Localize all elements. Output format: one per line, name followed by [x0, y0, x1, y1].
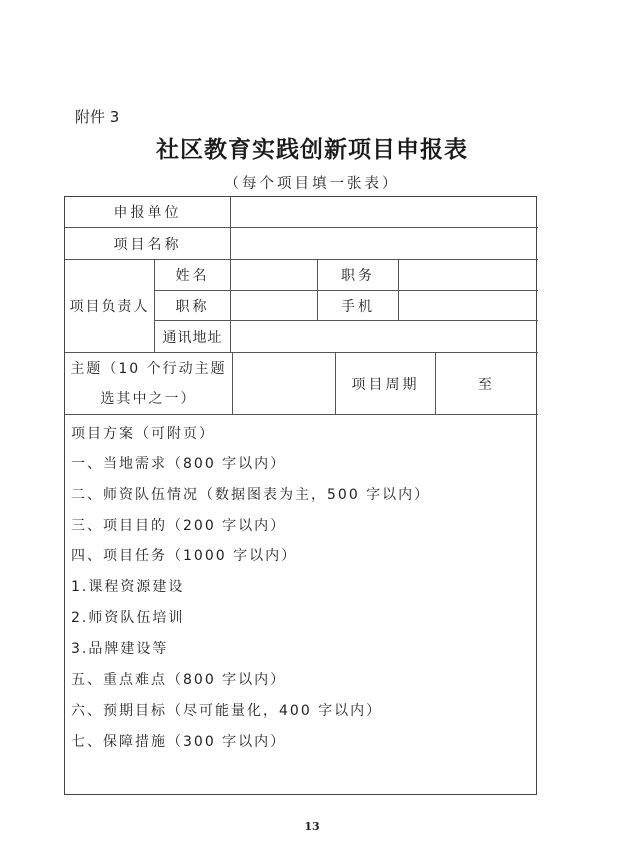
plan-item: 四、项目任务（1000 字以内）: [71, 548, 298, 564]
plan-heading: 项目方案（可附页）: [71, 426, 215, 442]
leader-phone-label: 手机: [341, 298, 375, 315]
theme-label: [65, 353, 232, 414]
plan-item: 五、重点难点（800 字以内）: [71, 672, 287, 688]
project-period-field[interactable]: 至: [478, 376, 495, 393]
applicant-unit-label: 申报单位: [113, 205, 182, 221]
project-period-label: 项目周期: [351, 376, 420, 393]
leader-title-field[interactable]: [231, 291, 317, 320]
theme-label-line1: 主题（10 个行动主题: [70, 360, 227, 377]
theme-label-line2: 选其中之一）: [100, 390, 197, 407]
plan-item: 三、项目目的（200 字以内）: [71, 518, 287, 534]
plan-item: 七、保障措施（300 字以内）: [71, 734, 287, 750]
leader-name-label: 姓名: [175, 268, 210, 284]
form-subtitle: （每个项目填一张表）: [224, 176, 400, 192]
leader-address-field[interactable]: [231, 321, 537, 352]
plan-item: 六、预期目标（尽可能量化，400 字以内）: [71, 703, 383, 719]
page-number: 13: [304, 820, 320, 833]
leader-label: 项目负责人: [69, 299, 150, 315]
leader-title-label: 职称: [175, 298, 210, 315]
leader-address-label: 通讯地址: [162, 329, 223, 346]
plan-item: 3.品牌建设等: [71, 641, 169, 657]
plan-item: 一、当地需求（800 字以内）: [71, 456, 287, 472]
plan-item: 二、师资队伍情况（数据图表为主，500 字以内）: [71, 487, 431, 503]
project-plan-section[interactable]: [65, 415, 536, 794]
plan-item: 2.师资队伍培训: [71, 610, 185, 626]
plan-item: 1.课程资源建设: [71, 579, 185, 595]
leader-phone-field[interactable]: [399, 291, 537, 320]
leader-position-label: 职务: [341, 268, 375, 284]
leader-name-field[interactable]: [231, 260, 317, 290]
attachment-label: 附件 3: [75, 108, 120, 126]
leader-position-field[interactable]: [399, 260, 537, 290]
project-name-label: 项目名称: [113, 236, 182, 253]
form-title: 社区教育实践创新项目申报表: [156, 136, 468, 163]
applicant-unit-field[interactable]: [231, 197, 537, 227]
application-form-table: [64, 196, 537, 795]
project-name-field[interactable]: [231, 228, 537, 259]
theme-field[interactable]: [233, 353, 335, 414]
